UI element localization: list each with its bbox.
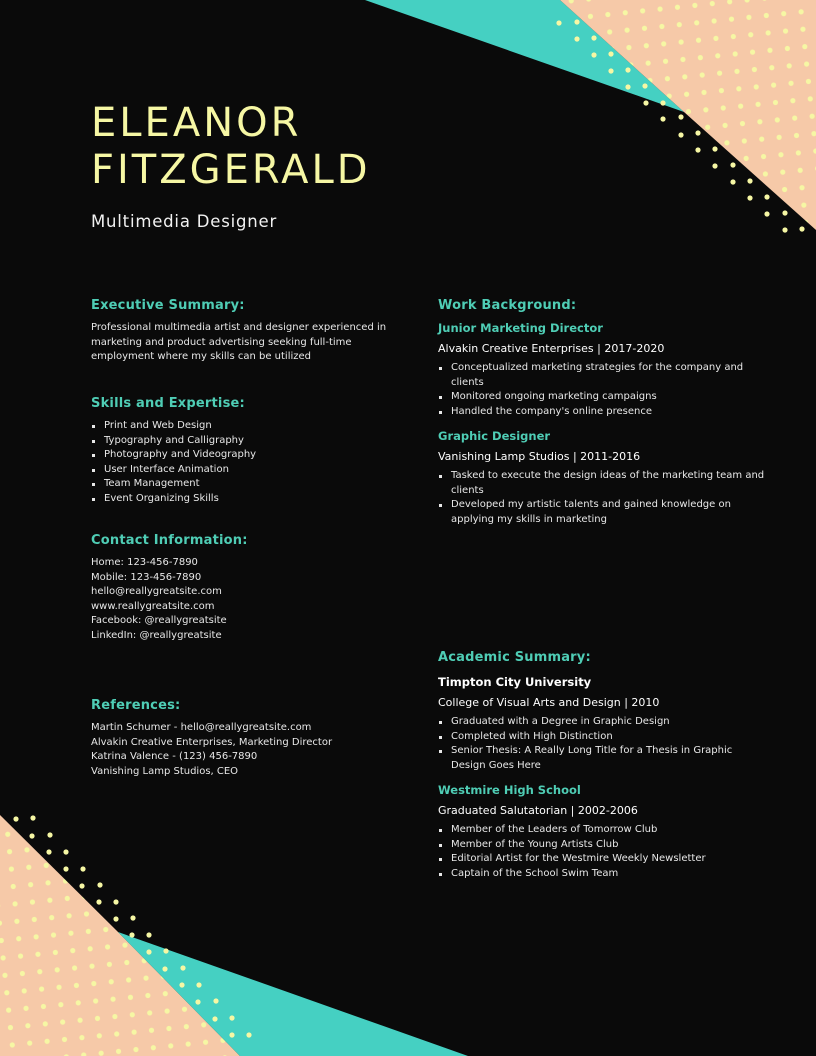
contact-facebook: Facebook: @reallygreatsite	[91, 615, 227, 626]
reference-line: Martin Schumer - hello@reallygreatsite.com	[91, 722, 312, 733]
skill-item: Typography and Calligraphy	[91, 434, 411, 449]
school-bullet: Senior Thesis: A Really Long Title for a Thesis in Graphic Design Goes Here	[438, 744, 768, 773]
job-bullet: Developed my artistic talents and gained knowledge on applying my skills in marketing	[438, 498, 768, 527]
job-bullet: Handled the company's online presence	[438, 405, 768, 420]
school-bullet: Captain of the School Swim Team	[438, 867, 768, 882]
school-bullets	[438, 823, 768, 881]
job-company: Vanishing Lamp Studios | 2011-2016	[438, 450, 641, 463]
school-bullet: Graduated with a Degree in Graphic Design	[438, 715, 768, 730]
job-bullets	[438, 469, 768, 527]
academic-heading: Academic Summary:	[438, 650, 591, 665]
school-bullet: Member of the Leaders of Tomorrow Club	[438, 823, 768, 838]
work-heading: Work Background:	[438, 298, 577, 313]
candidate-name	[91, 100, 371, 194]
executive-summary-text: Professional multimedia artist and designer experienced in marketing and product advertising seeking full-time employment where my skills can be utilized	[91, 322, 387, 362]
school-entry	[438, 675, 768, 773]
dot-trail-top	[556, 19, 804, 232]
skill-item: Team Management	[91, 477, 411, 492]
job-title: Junior Marketing Director	[438, 321, 603, 335]
job-bullet: Conceptualized marketing strategies for the company and clients	[438, 361, 768, 390]
reference-line: Katrina Valence - (123) 456-7890	[91, 751, 258, 762]
contact-mobile: Mobile: 123-456-7890	[91, 571, 202, 583]
job-bullets	[438, 361, 768, 419]
job-role: Multimedia Designer	[91, 212, 278, 231]
last-name: FITZGERALD	[91, 147, 371, 193]
school-bullet: Member of the Young Artists Club	[438, 838, 768, 853]
school-bullet: Editorial Artist for the Westmire Weekly Newsletter	[438, 852, 768, 867]
reference-line: Alvakin Creative Enterprises, Marketing Director	[91, 736, 333, 748]
academic-section	[438, 650, 768, 881]
job-entry	[438, 429, 768, 527]
job-bullet: Tasked to execute the design ideas of the marketing team and clients	[438, 469, 768, 498]
school-name: Timpton City University	[438, 675, 592, 689]
skills-section	[91, 396, 411, 506]
references-heading: References:	[91, 698, 181, 713]
executive-summary-section	[91, 298, 411, 365]
school-bullet: Completed with High Distinction	[438, 730, 768, 745]
job-company: Alvakin Creative Enterprises | 2017-2020	[438, 342, 665, 355]
job-entry	[438, 321, 768, 419]
job-bullet: Monitored ongoing marketing campaigns	[438, 390, 768, 405]
skill-item: Photography and Videography	[91, 448, 411, 463]
work-section	[438, 298, 768, 527]
contact-heading: Contact Information:	[91, 533, 248, 548]
contact-email[interactable]: hello@reallygreatsite.com	[91, 586, 222, 597]
school-detail: Graduated Salutatorian | 2002-2006	[438, 804, 638, 817]
dot-trail-bottom	[13, 815, 251, 1037]
executive-summary-heading: Executive Summary:	[91, 298, 245, 313]
teal-shape-bottom	[118, 932, 468, 1056]
skills-list	[91, 419, 411, 506]
first-name: ELEANOR	[91, 100, 302, 146]
peach-shape-bottom	[0, 815, 240, 1056]
job-title: Graphic Designer	[438, 429, 551, 443]
skill-item: Print and Web Design	[91, 419, 411, 434]
references-section	[91, 698, 411, 779]
contact-section	[91, 533, 411, 643]
school-detail: College of Visual Arts and Design | 2010	[438, 696, 660, 709]
contact-linkedin: LinkedIn: @reallygreatsite	[91, 629, 222, 641]
teal-shape-top	[365, 0, 684, 112]
skills-heading: Skills and Expertise:	[91, 396, 245, 411]
school-name: Westmire High School	[438, 783, 581, 797]
skill-item: Event Organizing Skills	[91, 492, 411, 507]
peach-shape-top	[560, 0, 816, 230]
school-bullets	[438, 715, 768, 773]
contact-home: Home: 123-456-7890	[91, 557, 198, 568]
reference-line: Vanishing Lamp Studios, CEO	[91, 765, 239, 777]
school-entry	[438, 783, 768, 881]
contact-website[interactable]: www.reallygreatsite.com	[91, 600, 215, 612]
skill-item: User Interface Animation	[91, 463, 411, 478]
